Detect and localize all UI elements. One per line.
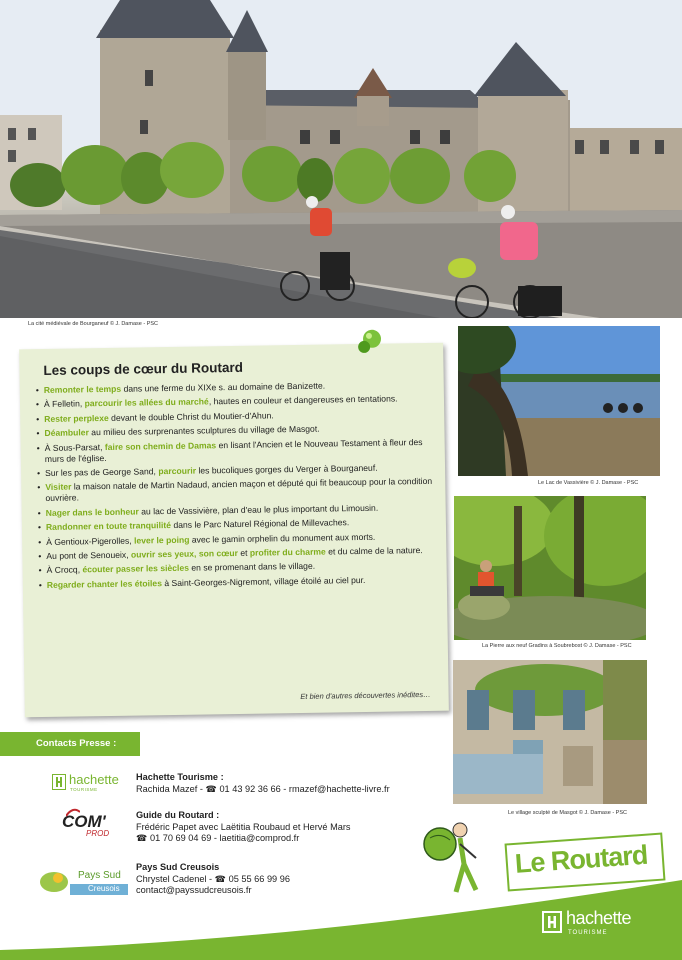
hero-photo (0, 0, 682, 318)
highlight-text: profiter du charme (249, 546, 326, 558)
contact-hachette (136, 772, 390, 795)
highlight-text: écouter passer les siècles (82, 563, 190, 575)
highlight-text: parcourir les allées du marché (84, 396, 209, 409)
contact-routard (136, 810, 350, 845)
highlight-text: faire son chemin de Damas (104, 439, 217, 452)
photo-village-masgot (453, 660, 647, 804)
highlight-text: Rester perplexe (44, 412, 109, 424)
item-text: À Crocq, (46, 564, 83, 576)
photo-caption-2: La Pierre aux neuf Gradins à Soubrebost © J. Damase - PSC (482, 643, 632, 649)
contact-name: Guide du Routard : (136, 810, 220, 820)
item-text: Sur les pas de George Sand, (45, 466, 159, 478)
contacts-header (0, 732, 140, 756)
comprod-logo-sub: PROD (86, 829, 110, 838)
contact-line: contact@payssudcreusois.fr (136, 885, 252, 895)
highlight-text: Randonner en toute tranquilité (45, 520, 172, 533)
item-text: en lisant l'Ancien et le Nouveau Testament à fleur des murs de l'église. (44, 436, 423, 464)
photo-caption-3: Le village sculpté de Masgot © J. Damase - PSC (508, 810, 627, 816)
hachette-h-icon (52, 774, 66, 790)
item-text: la maison natale de Martin Nadaud, ancien maçon et député qui fit beaucoup pour la condition ouvrière. (45, 476, 433, 504)
comprod-swoosh-icon (66, 808, 80, 818)
hachette-main-h-icon (542, 911, 562, 933)
item-text: dans une ferme du XIXe s. au domaine de Banizette. (121, 380, 326, 394)
photo-lac-vassiviere (458, 326, 660, 476)
contact-name: Pays Sud Creusois (136, 862, 220, 872)
contact-line: Rachida Mazef - ☎ 01 43 92 36 66 - rmazef@hachette-livre.fr (136, 783, 390, 794)
highlight-text: Nager dans le bonheur (45, 506, 139, 518)
item-text: dans le Parc Naturel Régional de Millevaches. (170, 517, 350, 531)
comprod-logo-text: COM' (62, 812, 106, 831)
photo-caption-1: Le Lac de Vassivière © J. Damase - PSC (538, 480, 639, 486)
hachette-tourisme-logo (52, 772, 128, 794)
item-text: en se promenant dans le village. (188, 561, 316, 574)
contact-line: ☎ 01 70 69 04 69 - laetitia@comprod.fr (136, 833, 300, 843)
item-text: au lac de Vassivière, plan d'eau le plus important du Limousin. (138, 502, 379, 517)
item-text: , hautes en couleur et dangereuses en tentations. (208, 393, 398, 407)
list-item (39, 574, 434, 591)
item-text: À Gentioux-Pigerolles, (46, 535, 135, 547)
highlight-text: parcourir (158, 465, 197, 477)
highlight-text: ouvrir ses yeux, son cœur (130, 547, 239, 560)
item-text: à Saint-Georges-Nigremont, village étoilé au ciel pur. (161, 574, 366, 588)
photo-pierre-neuf-gradins (454, 496, 646, 640)
item-text: Au pont de Senoueix, (46, 549, 132, 561)
hachette-logo-sub: TOURISME (70, 787, 98, 792)
item-text: À Sous-Parsat, (44, 441, 105, 453)
list-item (37, 476, 432, 504)
item-text: À Felletin, (43, 398, 85, 410)
highlight-text: lever le poing (133, 534, 190, 546)
highlight-text: Regarder chanter les étoiles (46, 577, 163, 590)
hachette-logo-text: hachette (69, 772, 119, 787)
more-discoveries: Et bien d'autres découvertes inédites… (300, 689, 431, 701)
hachette-main-text: hachette (566, 908, 632, 928)
hero-caption: La cité médiévale de Bourganeuf © J. Damase - PSC (28, 321, 159, 327)
pushpin-icon (354, 328, 384, 358)
le-routard-text: Le Routard (513, 839, 649, 879)
item-text: et (237, 547, 250, 558)
coups-de-coeur-card (19, 343, 449, 718)
highlight-text: Remonter le temps (43, 383, 122, 395)
item-text: et du calme de la nature. (325, 544, 423, 557)
contacts-label: Contacts Presse : (36, 738, 117, 749)
contact-line: Frédéric Papet avec Laëtitia Roubaud et Hervé Mars (136, 821, 351, 832)
hachette-main-sub: TOURISME (568, 930, 608, 936)
coups-de-coeur-list (36, 379, 434, 594)
contact-name: Hachette Tourisme : (136, 772, 224, 782)
item-text: avec le gamin orphelin du monument aux morts. (189, 531, 376, 545)
highlight-text: Visiter (45, 481, 72, 493)
highlight-text: Déambuler (44, 427, 89, 439)
card-title: Les coups de cœur du Routard (43, 359, 244, 378)
item-text: devant le double Christ du Moutier-d'Ahun. (108, 410, 274, 423)
contact-line: Chrystel Cadenel - ☎ 05 55 66 99 96 (136, 873, 290, 884)
item-text: les bucoliques gorges du Verger à Bourganeuf. (195, 462, 378, 476)
comprod-logo (60, 812, 120, 842)
list-item (37, 436, 432, 464)
item-text: au milieu des surprenantes sculptures du village de Masgot. (88, 423, 320, 438)
pays-sud-text: Pays Sud (78, 870, 121, 881)
pays-sud-sub: Creusois (88, 884, 120, 893)
